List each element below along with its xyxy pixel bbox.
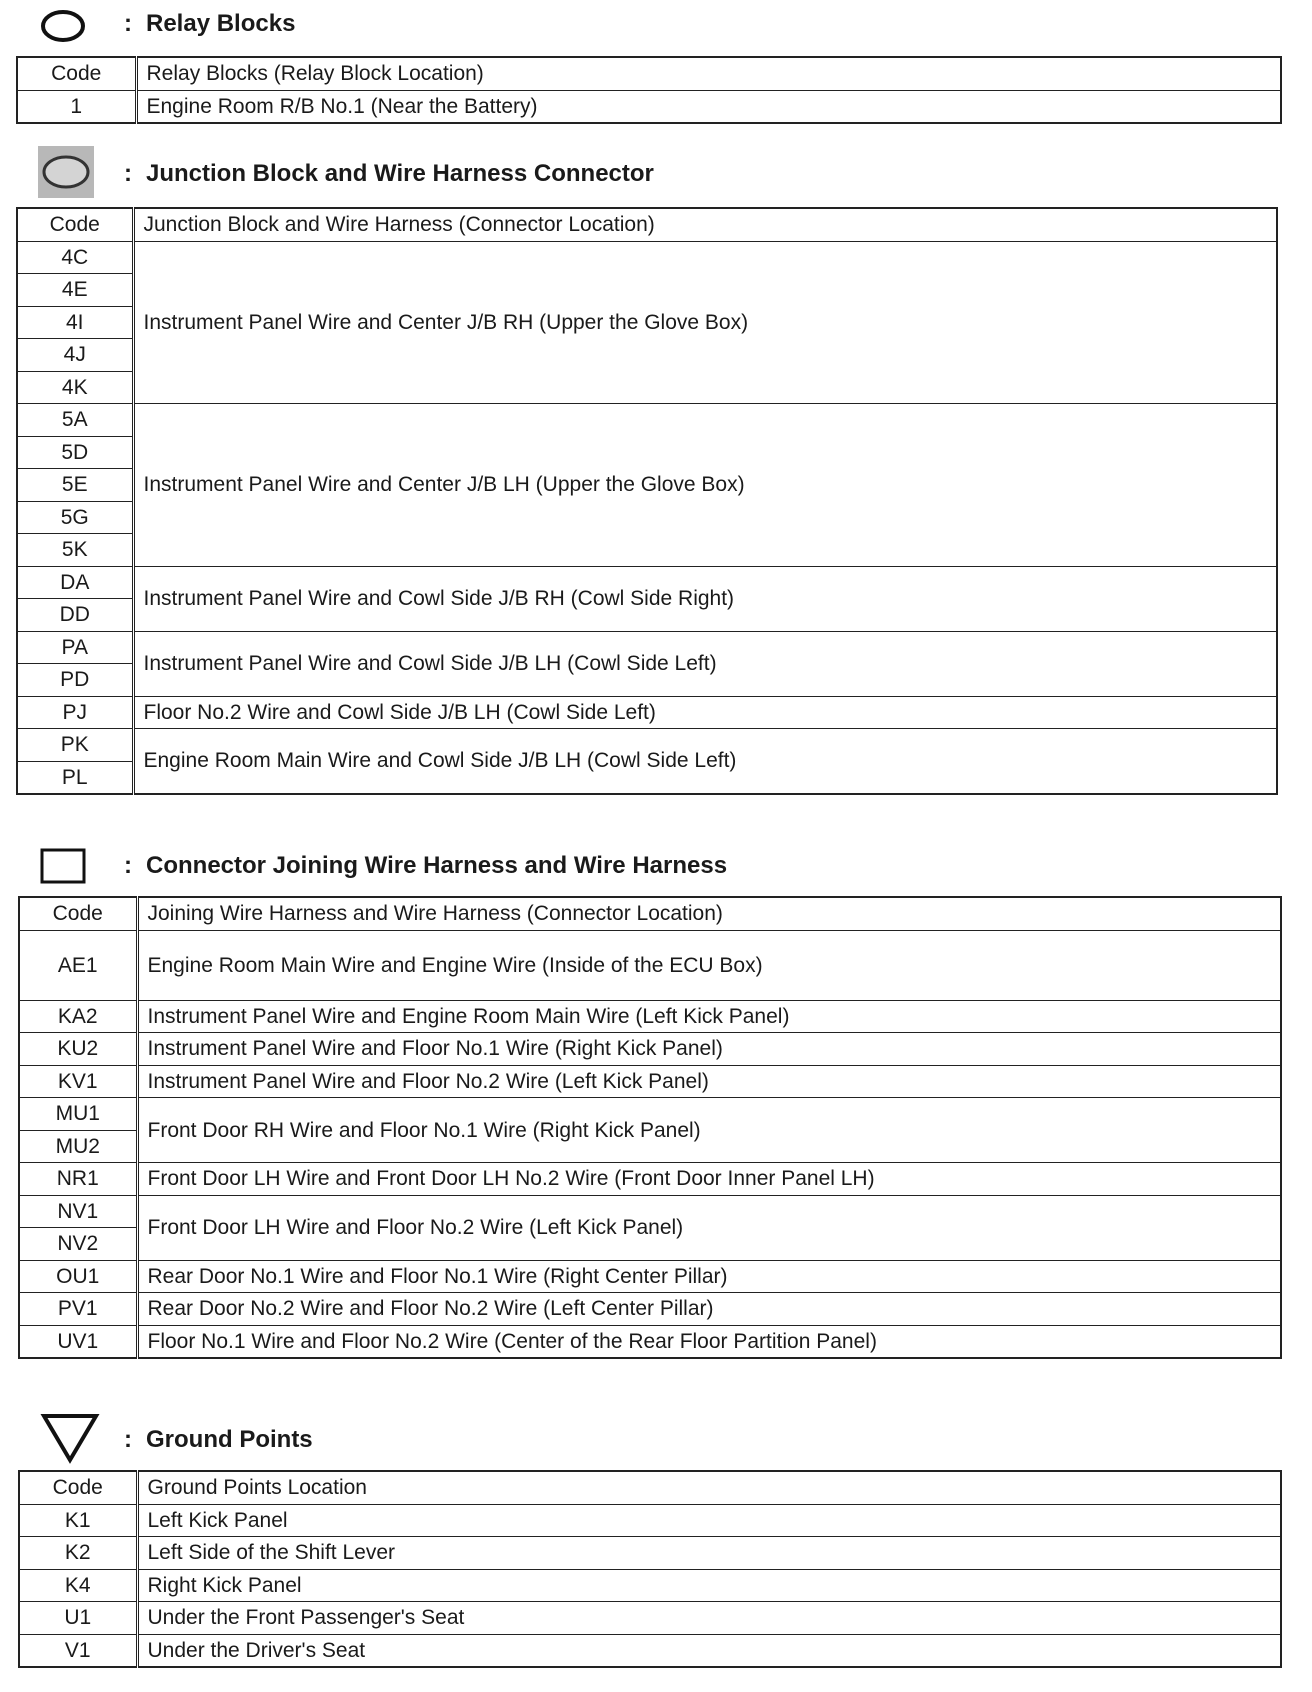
table-row bbox=[19, 1000, 1281, 1033]
code-cell: V1 bbox=[19, 1634, 137, 1667]
code-cell: NV1 bbox=[19, 1195, 137, 1228]
junction-block-header bbox=[0, 150, 1312, 190]
location-cell: Under the Driver's Seat bbox=[137, 1634, 1281, 1667]
code-cell: K4 bbox=[19, 1569, 137, 1602]
location-cell: Rear Door No.1 Wire and Floor No.1 Wire (Right Center Pillar) bbox=[137, 1260, 1281, 1293]
code-cell: MU1 bbox=[19, 1098, 137, 1131]
relay-blocks-title: Relay Blocks bbox=[146, 10, 296, 37]
connector-joining-header bbox=[0, 846, 1312, 886]
code-cell: K1 bbox=[19, 1504, 137, 1537]
code-header: Code bbox=[19, 1471, 137, 1504]
table-row bbox=[19, 1163, 1281, 1196]
code-cell: 1 bbox=[17, 90, 136, 123]
table-row bbox=[17, 241, 1277, 274]
location-header: Junction Block and Wire Harness (Connector Location) bbox=[133, 208, 1277, 241]
connector-icon bbox=[40, 848, 86, 884]
location-cell: Front Door RH Wire and Floor No.1 Wire (Right Kick Panel) bbox=[137, 1098, 1281, 1163]
table-row bbox=[19, 1033, 1281, 1066]
code-cell: DA bbox=[17, 566, 133, 599]
code-cell: KA2 bbox=[19, 1000, 137, 1033]
location-cell: Right Kick Panel bbox=[137, 1569, 1281, 1602]
code-cell: 4E bbox=[17, 274, 133, 307]
relay-blocks-colon: : bbox=[124, 10, 132, 37]
code-cell: PV1 bbox=[19, 1293, 137, 1326]
table-header-row bbox=[17, 57, 1281, 90]
code-cell: K2 bbox=[19, 1537, 137, 1570]
code-cell: AE1 bbox=[19, 930, 137, 1000]
table-row bbox=[17, 404, 1277, 437]
code-cell: MU2 bbox=[19, 1130, 137, 1163]
table-row bbox=[19, 1634, 1281, 1667]
code-cell: PJ bbox=[17, 696, 133, 729]
table-row bbox=[19, 1293, 1281, 1326]
code-cell: U1 bbox=[19, 1602, 137, 1635]
code-header: Code bbox=[17, 57, 136, 90]
code-cell: 4J bbox=[17, 339, 133, 372]
location-cell: Front Door LH Wire and Floor No.2 Wire (Left Kick Panel) bbox=[137, 1195, 1281, 1260]
ground-points-table bbox=[18, 1470, 1282, 1668]
table-row bbox=[19, 1065, 1281, 1098]
location-cell: Engine Room Main Wire and Cowl Side J/B LH (Cowl Side Left) bbox=[133, 729, 1277, 794]
code-cell: 5D bbox=[17, 436, 133, 469]
location-cell: Instrument Panel Wire and Cowl Side J/B RH (Cowl Side Right) bbox=[133, 566, 1277, 631]
code-cell: OU1 bbox=[19, 1260, 137, 1293]
table-row bbox=[19, 1569, 1281, 1602]
location-cell: Instrument Panel Wire and Cowl Side J/B LH (Cowl Side Left) bbox=[133, 631, 1277, 696]
connector-joining-colon: : bbox=[124, 852, 132, 879]
ground-points-colon: : bbox=[124, 1426, 132, 1453]
table-row bbox=[19, 1260, 1281, 1293]
table-row bbox=[17, 566, 1277, 599]
code-cell: UV1 bbox=[19, 1325, 137, 1358]
relay-block-icon bbox=[40, 8, 86, 44]
table-row bbox=[19, 1504, 1281, 1537]
table-header-row bbox=[17, 208, 1277, 241]
connector-joining-table bbox=[18, 896, 1282, 1359]
code-cell: KU2 bbox=[19, 1033, 137, 1066]
code-cell: 5E bbox=[17, 469, 133, 502]
table-row bbox=[19, 930, 1281, 1000]
location-cell: Floor No.2 Wire and Cowl Side J/B LH (Cowl Side Left) bbox=[133, 696, 1277, 729]
junction-block-colon: : bbox=[124, 160, 132, 187]
location-header: Ground Points Location bbox=[137, 1471, 1281, 1504]
junction-block-table bbox=[16, 207, 1278, 795]
code-cell: 4C bbox=[17, 241, 133, 274]
code-cell: KV1 bbox=[19, 1065, 137, 1098]
location-header: Relay Blocks (Relay Block Location) bbox=[136, 57, 1281, 90]
code-header: Code bbox=[17, 208, 133, 241]
location-cell: Under the Front Passenger's Seat bbox=[137, 1602, 1281, 1635]
ground-point-icon bbox=[40, 1412, 100, 1464]
table-header-row bbox=[19, 1471, 1281, 1504]
junction-block-title: Junction Block and Wire Harness Connector bbox=[146, 160, 654, 187]
location-cell: Floor No.1 Wire and Floor No.2 Wire (Center of the Rear Floor Partition Panel) bbox=[137, 1325, 1281, 1358]
location-cell: Left Side of the Shift Lever bbox=[137, 1537, 1281, 1570]
code-cell: PD bbox=[17, 664, 133, 697]
location-cell: Front Door LH Wire and Front Door LH No.2 Wire (Front Door Inner Panel LH) bbox=[137, 1163, 1281, 1196]
table-row bbox=[17, 729, 1277, 762]
connector-joining-title: Connector Joining Wire Harness and Wire Harness bbox=[146, 852, 728, 879]
location-cell: Instrument Panel Wire and Floor No.2 Wire (Left Kick Panel) bbox=[137, 1065, 1281, 1098]
code-cell: PL bbox=[17, 761, 133, 794]
table-row bbox=[17, 90, 1281, 123]
code-cell: PK bbox=[17, 729, 133, 762]
code-header: Code bbox=[19, 897, 137, 930]
ground-points-header bbox=[0, 1414, 1312, 1454]
table-row bbox=[17, 696, 1277, 729]
location-cell: Engine Room R/B No.1 (Near the Battery) bbox=[136, 90, 1281, 123]
location-cell: Instrument Panel Wire and Floor No.1 Wire (Right Kick Panel) bbox=[137, 1033, 1281, 1066]
ground-points-title: Ground Points bbox=[146, 1426, 313, 1453]
relay-blocks-header bbox=[0, 4, 1312, 44]
code-cell: NV2 bbox=[19, 1228, 137, 1261]
code-cell: 4K bbox=[17, 371, 133, 404]
table-row bbox=[19, 1602, 1281, 1635]
location-cell: Instrument Panel Wire and Center J/B RH (Upper the Glove Box) bbox=[133, 241, 1277, 404]
table-row bbox=[19, 1098, 1281, 1131]
code-cell: NR1 bbox=[19, 1163, 137, 1196]
location-cell: Left Kick Panel bbox=[137, 1504, 1281, 1537]
table-header-row bbox=[19, 897, 1281, 930]
table-row bbox=[19, 1195, 1281, 1228]
table-row bbox=[17, 631, 1277, 664]
code-cell: DD bbox=[17, 599, 133, 632]
relay-blocks-table bbox=[16, 56, 1282, 124]
location-cell: Instrument Panel Wire and Center J/B LH (Upper the Glove Box) bbox=[133, 404, 1277, 567]
junction-block-icon bbox=[38, 146, 94, 198]
table-row bbox=[19, 1325, 1281, 1358]
location-cell: Engine Room Main Wire and Engine Wire (Inside of the ECU Box) bbox=[137, 930, 1281, 1000]
code-cell: 5A bbox=[17, 404, 133, 437]
code-cell: 4I bbox=[17, 306, 133, 339]
location-cell: Instrument Panel Wire and Engine Room Main Wire (Left Kick Panel) bbox=[137, 1000, 1281, 1033]
table-row bbox=[19, 1537, 1281, 1570]
code-cell: PA bbox=[17, 631, 133, 664]
location-cell: Rear Door No.2 Wire and Floor No.2 Wire (Left Center Pillar) bbox=[137, 1293, 1281, 1326]
code-cell: 5K bbox=[17, 534, 133, 567]
code-cell: 5G bbox=[17, 501, 133, 534]
location-header: Joining Wire Harness and Wire Harness (Connector Location) bbox=[137, 897, 1281, 930]
